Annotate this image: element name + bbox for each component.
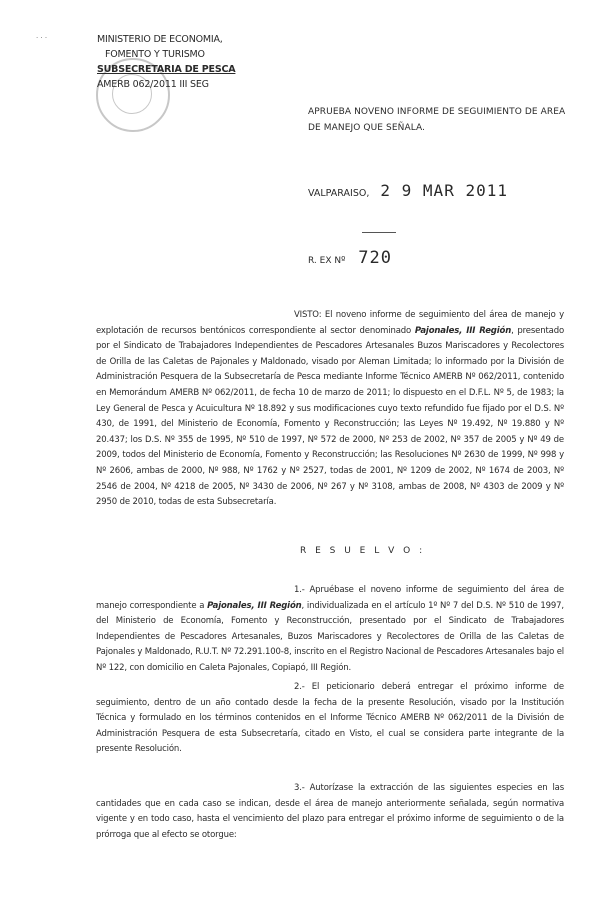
- divider-line: [362, 232, 396, 233]
- ministry-line-1: MINISTERIO DE ECONOMIA,: [97, 34, 223, 45]
- article-1-text-b: , individualizada en el artículo 1º Nº 7 del D.S. Nº 510 de 1997, del Ministerio de Economía, Fomento y Reconstrucción, presentado por el Sindicato de Trabajadores Independientes de Pescadores Artesanales, Buzos Mariscadores y Recolectores de Orilla de las Caletas de Pajonales y Maldonado, R.U.T. Nº 72.291.100-8, inscrito en el Registro Nacional de Pescadores Artesanales bajo el Nº 122, con domicilio en Caleta Pajonales, Copiapó, III Región.: [96, 600, 564, 673]
- article-1-paragraph: [96, 583, 564, 677]
- resolution-label: R. EX Nº: [308, 256, 346, 266]
- resolution-number: 720: [358, 248, 392, 268]
- article-1-text-a: 1.- Apruébase el noveno informe de seguimiento del área de manejo correspondiente a: [96, 585, 564, 611]
- place-label: VALPARAISO,: [308, 188, 370, 199]
- document-subject: APRUEBA NOVENO INFORME DE SEGUIMIENTO DE AREA DE MANEJO QUE SEÑALA.: [308, 107, 566, 133]
- place-date-line: [308, 181, 508, 200]
- stamped-date: 2 9 MAR 2011: [380, 181, 508, 200]
- visto-text-a: VISTO: El noveno informe de seguimiento del área de manejo y explotación de recursos bentónicos correspondiente al sector denominado: [96, 310, 564, 336]
- visto-place: Pajonales, III Región: [414, 325, 512, 336]
- margin-marks: · · ·: [36, 34, 48, 42]
- letterhead: [97, 32, 235, 92]
- subsecretaria-line: SUBSECRETARIA DE PESCA: [97, 64, 236, 75]
- resuelvo-heading: R E S U E L V O :: [300, 546, 426, 556]
- reference-code: AMERB 062/2011 III SEG: [97, 79, 209, 90]
- ministry-line-2: FOMENTO Y TURISMO: [105, 49, 205, 60]
- resolution-number-line: [308, 248, 392, 268]
- visto-paragraph: [96, 308, 564, 511]
- visto-text-b: , presentado por el Sindicato de Trabajadores Independientes de Pescadores Artesanales Buzos Mariscadores y Recolectores de Orilla de las Caletas de Pajonales y Maldonado, visado por Aleman Limitada; lo informado por la División de Administración Pesquera de la Subsecretaría de Pesca mediante Informe Técnico AMERB Nº 062/2011, contenido en Memorándum AMERB Nº 062/2011, de fecha 10 de marzo de 2011; lo dispuesto en el D.F.L. Nº 5, de 1983; la Ley General de Pesca y Acuicultura Nº 18.892 y sus modificaciones cuyo texto refundido fue fijado por el D.S. Nº 430, de 1991, del Ministerio de Economía, Fomento y Reconstrucción; las Leyes Nº 19.492, Nº 19.880 y Nº 20.437; los D.S. Nº 355 de 1995, Nº 510 de 1997, Nº 572 de 2000, Nº 253 de 2002, Nº 357 de 2005 y Nº 49 de 2009, todos del Ministerio de Economía, Fomento y Reconstrucción; las Resoluciones Nº 2630 de 1999, Nº 998 y Nº 2606, ambas de 2000, Nº 988, Nº 1762 y Nº 2527, todas de 2001, Nº 1209 de 2002, Nº 1674 de 2003, Nº 2546 de 2004, Nº 4218 de 2005, Nº 3430 de 2006, Nº 267 y Nº 3108, ambas de 2008, Nº 4303 de 2009 y Nº 2950 de 2010, todas de esta Subsecretaría.: [96, 325, 564, 508]
- article-2-paragraph: 2.- El peticionario deberá entregar el próximo informe de seguimiento, dentro de un año contado desde la fecha de la presente Resolución, visado por la Institución Técnica y formulado en los términos contenidos en el Informe Técnico AMERB Nº 062/2011 de la División de Administración Pesquera de esta Subsecretaría, citado en Visto, el cual se considera parte integrante de la presente Resolución.: [96, 682, 564, 755]
- article-1-place: Pajonales, III Región: [207, 600, 302, 611]
- article-3-paragraph: 3.- Autorízase la extracción de las siguientes especies en las cantidades que en cada caso se indican, desde el área de manejo anteriormente señalada, según normativa vigente y en todo caso, hasta el vencimiento del plazo para entregar el próximo informe de seguimiento o de la prórroga que al efecto se otorgue:: [96, 783, 564, 840]
